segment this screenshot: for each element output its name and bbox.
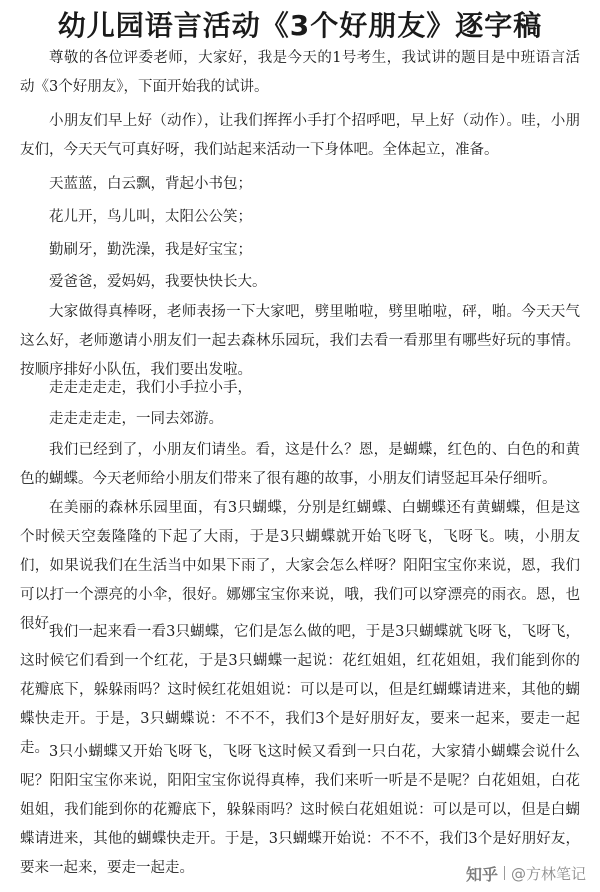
paragraph-intro: 尊敬的各位评委老师，大家好，我是今天的1号考生，我试讲的题目是中班语言活动《3个好朋友》，下面开始我的试讲。 bbox=[20, 50, 580, 95]
watermark-handle: @方林笔记 bbox=[510, 864, 586, 883]
paragraph-butterflies: 我们已经到了，小朋友们请坐。看，这是什么？恩，是蝴蝶，红色的、白色的和黄色的蝴蝶。今天老师给小朋友们带来了很有趣的故事，小朋友们请竖起耳朵仔细听。 bbox=[20, 442, 580, 487]
watermark-divider bbox=[504, 866, 505, 880]
walk-line-2: 走走走走走，一同去郊游。 bbox=[49, 411, 223, 427]
paragraph-white-flower: 3只小蝴蝶又开始飞呀飞，飞呀飞这时候又看到一只白花，大家猜小蝴蝶会说什么呢？阳阳宝宝你来说，阳阳宝宝你说得真棒，我们来听一听是不是呢？白花姐姐，白花姐姐，我们能到你的花瓣底下，躲躲雨吗？这时候白花姐姐说：可以是可以，但是白蝴蝶请进来，其他的蝴蝶快走开。于是，3只蝴蝶开始说：不不不，我们3个是好朋好友，要来一起来，要走一起走。 bbox=[20, 744, 580, 876]
rhyme-line-3: 勤刷牙，勤洗澡，我是好宝宝； bbox=[49, 242, 252, 258]
rhyme-line-1: 天蓝蓝，白云飘，背起小书包； bbox=[49, 176, 252, 192]
document-title: 幼儿园语言活动《3个好朋友》逐字稿 bbox=[57, 9, 543, 42]
zhihu-watermark bbox=[466, 860, 586, 886]
paragraph-praise: 大家做得真棒呀，老师表扬一下大家吧，劈里啪啦，劈里啪啦，砰，啪。今天天气这么好，老师邀请小朋友们一起去森林乐园玩，我们去看一看那里有哪些好玩的事情。按顺序排好小队伍，我们要出发啦。 bbox=[20, 304, 580, 378]
walk-line-1: 走走走走走，我们小手拉小手， bbox=[49, 380, 252, 396]
paragraph-red-flower: 我们一起来看一看3只蝴蝶，它们是怎么做的吧，于是3只蝴蝶就飞呀飞，飞呀飞，这时候它们看到一个红花，于是3只蝴蝶一起说：花红姐姐，红花姐姐，我们能到你的花瓣底下，躲躲雨吗？这时候红花姐姐说：可以是可以，但是红蝴蝶请进来，其他的蝴蝶快走开。于是，3只蝴蝶说：不不不，我们3个是好朋好友，要来一起来，要走一起走。 bbox=[20, 624, 580, 756]
paragraph-rain: 在美丽的森林乐园里面，有3只蝴蝶，分别是红蝴蝶、白蝴蝶还有黄蝴蝶，但是这个时候天空轰隆隆的下起了大雨，于是3只蝴蝶就开始飞呀飞，飞呀飞。咦，小朋友们，如果说我们在生活当中如果下雨了，大家会怎么样呀？阳阳宝宝你来说，恩，我们可以打一个漂亮的小伞，很好。娜娜宝宝你来说，哦，我们可以穿漂亮的雨衣。恩，也很好。 bbox=[20, 500, 580, 632]
paragraph-greeting: 小朋友们早上好（动作），让我们挥挥小手打个招呼吧，早上好（动作）。哇，小朋友们，今天天气可真好呀，我们站起来活动一下身体吧。全体起立，准备。 bbox=[20, 113, 580, 158]
rhyme-line-2: 花儿开，鸟儿叫，太阳公公笑； bbox=[49, 209, 252, 225]
rhyme-line-4: 爱爸爸，爱妈妈，我要快快长大。 bbox=[49, 274, 267, 290]
zhihu-logo: 知乎 bbox=[465, 864, 498, 884]
